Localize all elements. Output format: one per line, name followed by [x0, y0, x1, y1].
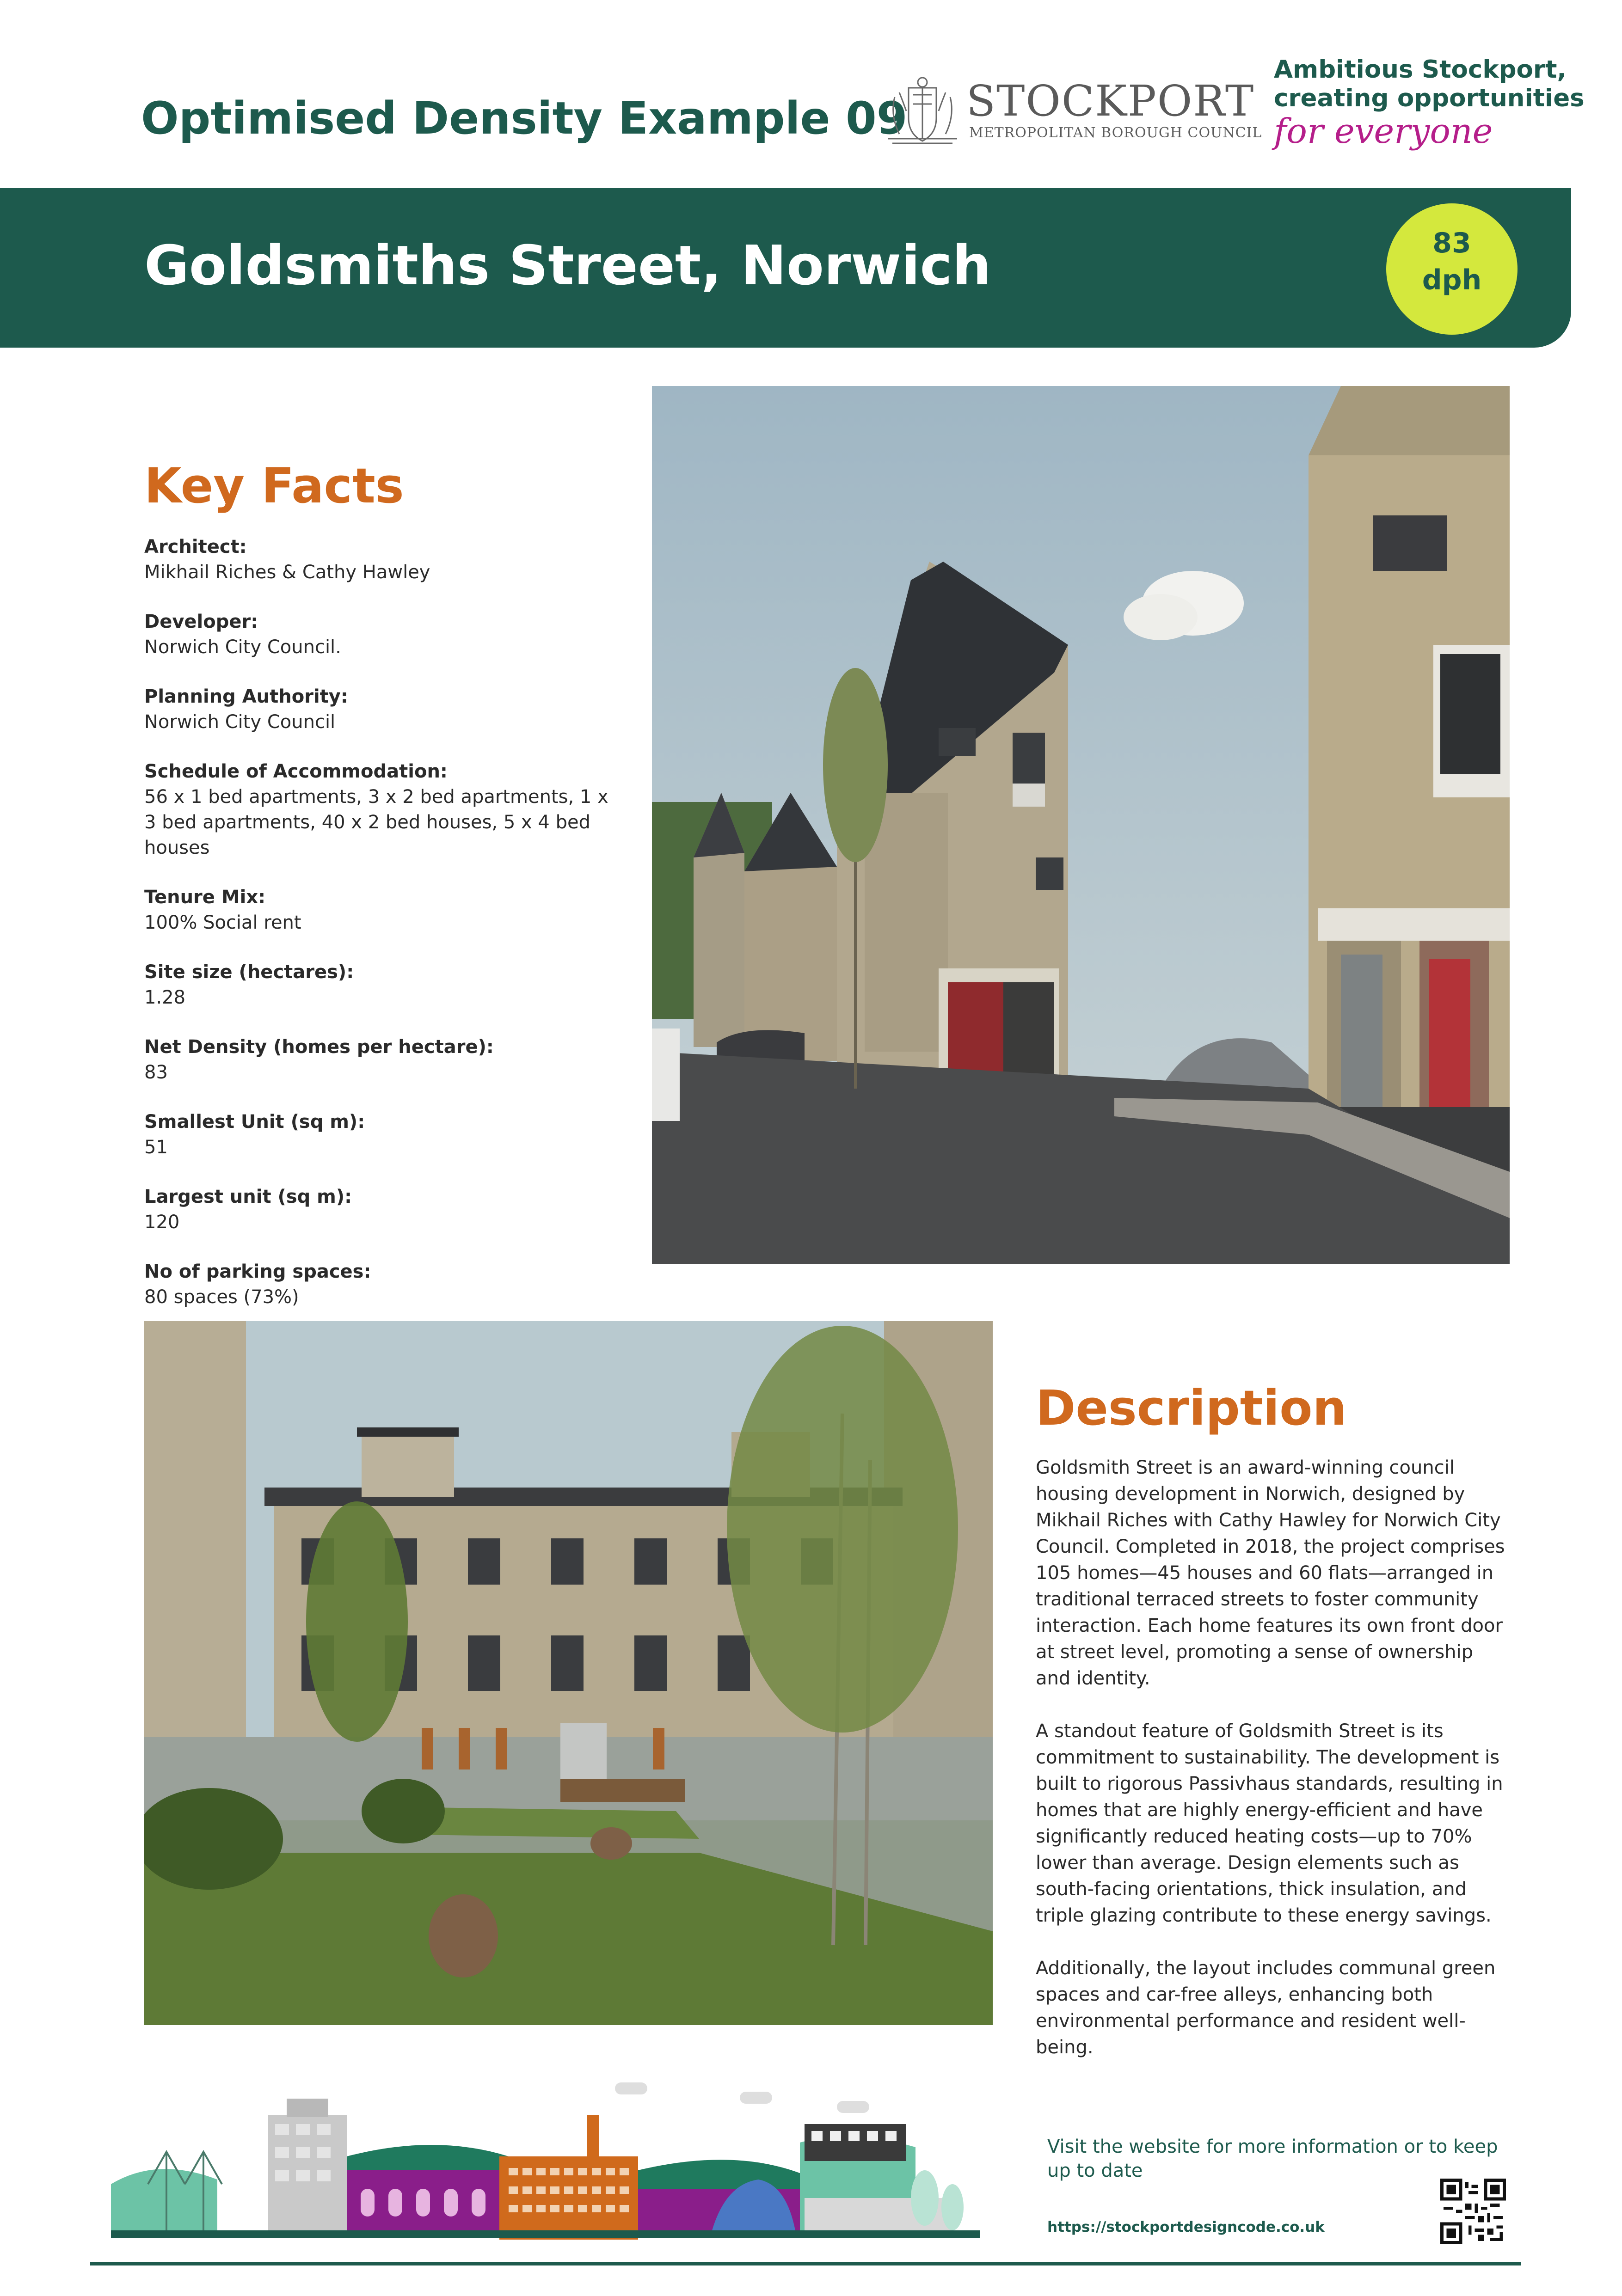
fact-label: Schedule of Accommodation: — [144, 761, 448, 782]
tagline-line-2: creating opportunities — [1274, 84, 1585, 112]
fact-item — [144, 1184, 621, 1235]
fact-item — [144, 759, 621, 861]
description-paragraph: Additionally, the layout includes communal green spaces and car-free alleys, enhancing both environmental performance and resident well-being. — [1036, 1958, 1496, 2058]
council-crest-icon — [881, 74, 964, 148]
fact-value: 1.28 — [144, 987, 186, 1008]
qr-code-icon[interactable] — [1440, 2179, 1506, 2244]
fact-label: Net Density (homes per hectare): — [144, 1036, 494, 1058]
fact-label: Architect: — [144, 536, 247, 557]
fact-item — [144, 1109, 621, 1160]
tagline-line-1: Ambitious Stockport, — [1274, 55, 1567, 84]
fact-label: Largest unit (sq m): — [144, 1186, 352, 1207]
density-unit: dph — [1422, 264, 1482, 296]
fact-item — [144, 885, 621, 936]
fact-label: Tenure Mix: — [144, 887, 266, 908]
fact-item — [144, 534, 621, 585]
street-photo — [652, 386, 1510, 1264]
stockport-skyline-illustration — [111, 2078, 980, 2244]
fact-value: 80 spaces (73%) — [144, 1286, 299, 1308]
scheme-title: Goldsmiths Street, Norwich — [144, 233, 991, 297]
fact-item — [144, 1259, 621, 1310]
density-badge — [1386, 203, 1518, 335]
council-subtitle: METROPOLITAN BOROUGH COUNCIL — [969, 125, 1262, 141]
fact-value: 120 — [144, 1212, 180, 1233]
fact-value: 51 — [144, 1137, 168, 1158]
fact-label: Smallest Unit (sq m): — [144, 1111, 365, 1133]
fact-label: Planning Authority: — [144, 686, 348, 707]
council-name: STOCKPORT — [966, 76, 1255, 126]
fact-item — [144, 684, 621, 735]
fact-label: Site size (hectares): — [144, 961, 354, 983]
description-paragraph: Goldsmith Street is an award-winning council housing development in Norwich, designed by Mikhail Riches with Cathy Hawley for Norwich City Council. Completed in 2018, the project comprises 105 homes—45 houses and 60 flats—arranged in traditional terraced streets to foster community interaction. Each home features its own front door at street level, promoting a sense of ownership and identity. — [1036, 1457, 1505, 1689]
fact-item — [144, 1035, 621, 1085]
fact-label: No of parking spaces: — [144, 1261, 371, 1282]
tagline — [1274, 55, 1585, 151]
fact-value: 100% Social rent — [144, 912, 301, 933]
fact-item — [144, 960, 621, 1010]
key-facts-panel — [144, 458, 621, 1334]
fact-label: Developer: — [144, 611, 258, 632]
page-title: Optimised Density Example 09 — [141, 92, 908, 144]
density-value: 83 — [1432, 227, 1471, 259]
footer-website-link[interactable]: https://stockportdesigncode.co.uk — [1047, 2219, 1325, 2235]
fact-value: 56 x 1 bed apartments, 3 x 2 bed apartments, 1 x 3 bed apartments, 40 x 2 bed houses, 5 x 4 bed houses — [144, 786, 608, 858]
description-panel — [1036, 1380, 1507, 2087]
fact-item — [144, 609, 621, 660]
description-heading: Description — [1036, 1380, 1347, 1436]
description-paragraph: A standout feature of Goldsmith Street is its commitment to sustainability. The development is built to rigorous Passivhaus standards, resulting in homes that are highly energy-efficient and have significantly reduced heating costs—up to 70% lower than average. Design elements such as south-facing orientations, thick insulation, and triple glazing contribute to these energy savings. — [1036, 1720, 1503, 1926]
fact-value: Norwich City Council — [144, 711, 336, 733]
fact-value: 83 — [144, 1062, 168, 1083]
footer-info-text: Visit the website for more information or to keep up to date — [1047, 2136, 1498, 2181]
tagline-script: for everyone — [1274, 111, 1493, 151]
fact-value: Mikhail Riches & Cathy Hawley — [144, 562, 430, 583]
courtyard-photo — [144, 1321, 993, 2025]
fact-value: Norwich City Council. — [144, 637, 341, 658]
key-facts-heading: Key Facts — [144, 458, 404, 514]
footer-divider — [90, 2262, 1521, 2265]
